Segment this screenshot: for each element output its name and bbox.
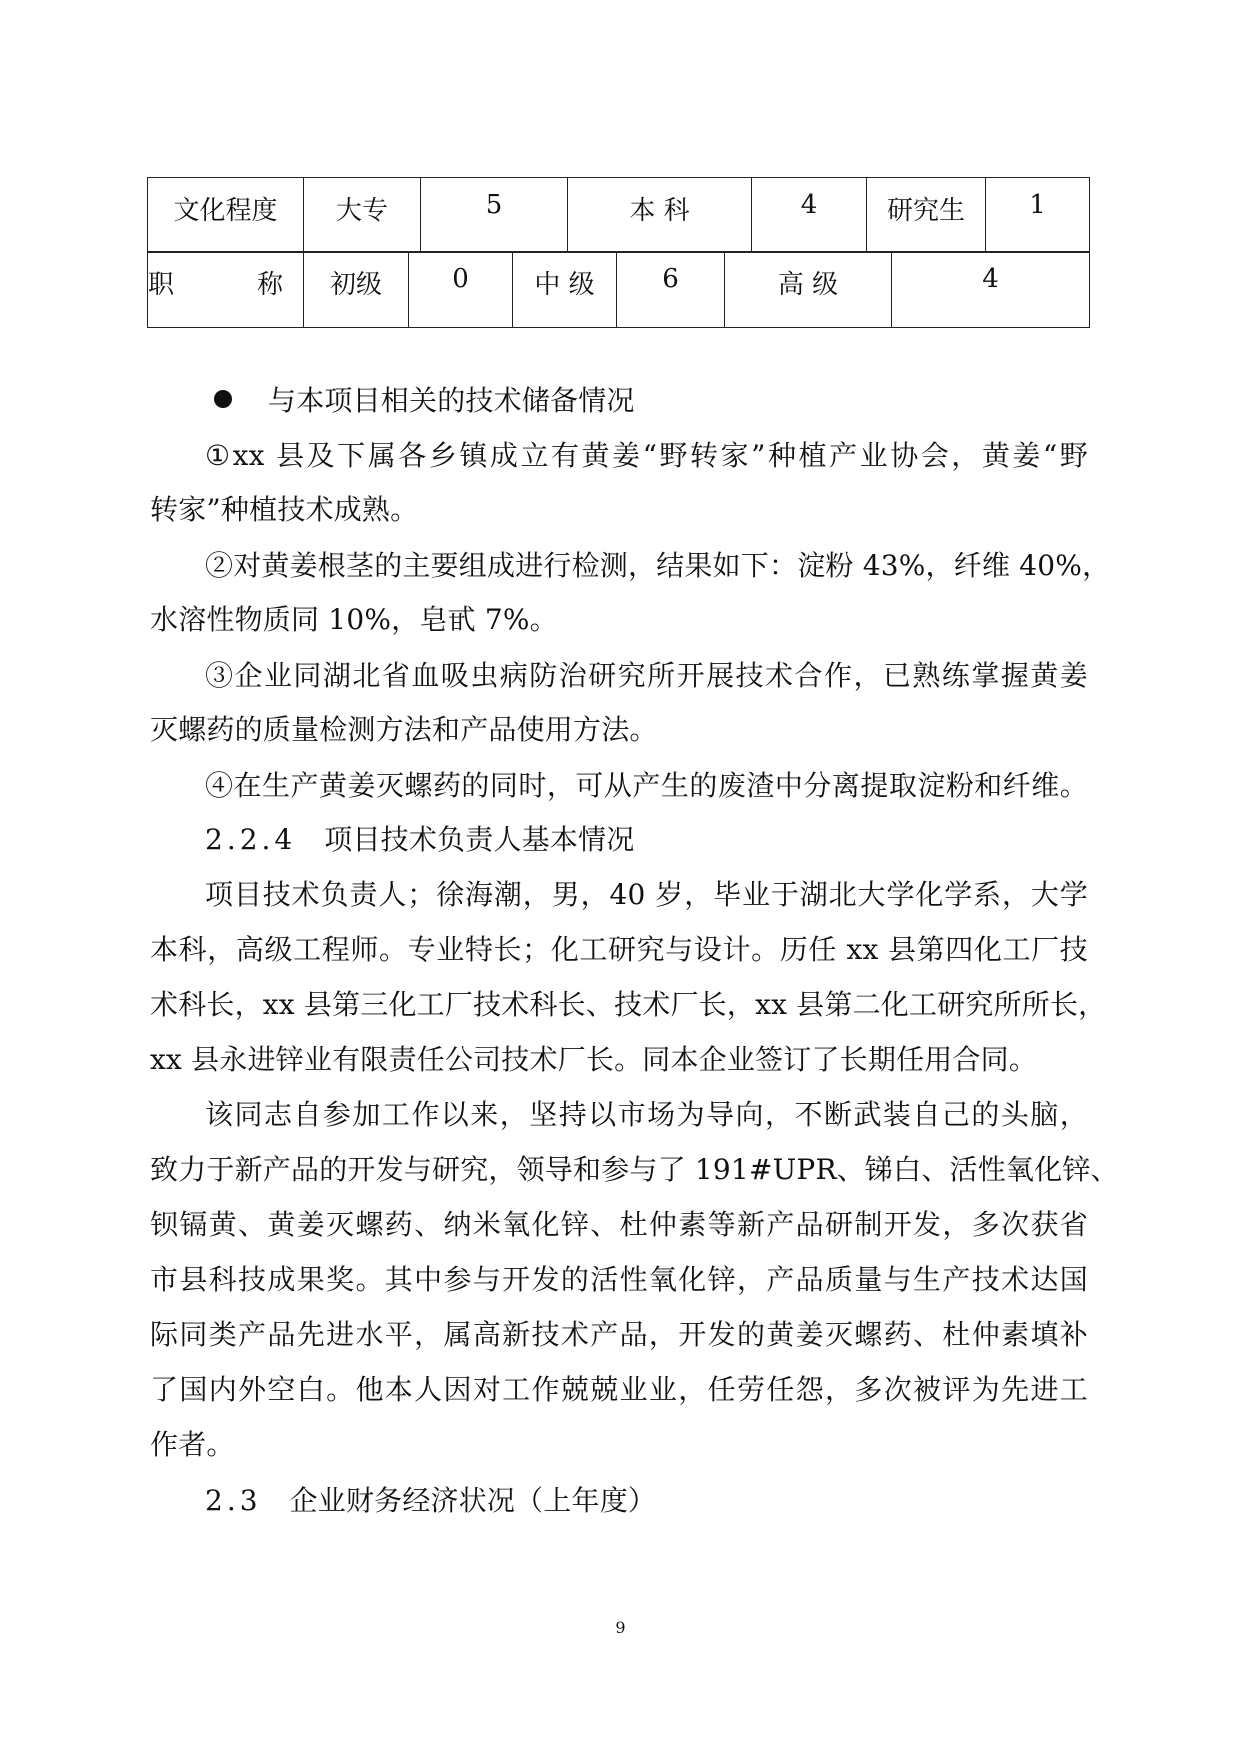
intermediate-title-count: 6 — [617, 252, 725, 328]
education-label: 文化程度 — [148, 178, 304, 253]
senior-title-count: 4 — [892, 252, 1090, 328]
paragraph-line: 转家”种植技术成熟。 — [150, 493, 419, 526]
paragraph-line: xx 县永进锌业有限责任公司技术厂长。同本企业签订了长期任用合同。 — [150, 1043, 1038, 1076]
junior-title-count: 0 — [409, 252, 513, 328]
bullet-icon — [214, 390, 232, 408]
section-heading-2-2-4 — [205, 820, 634, 860]
section-title: 项目技术负责人基本情况 — [324, 823, 635, 856]
title-label — [148, 252, 304, 328]
paragraph-line: 术科长，xx 县第三化工厂技术科长、技术厂长，xx 县第二化工研究所所长， — [150, 988, 1107, 1021]
junior-title-label: 初级 — [304, 252, 409, 328]
intermediate-title-label: 中 级 — [513, 252, 617, 328]
section-number: 2.2.4 — [205, 823, 297, 856]
paragraph-line: ④在生产黄姜灭螺药的同时，可从产生的废渣中分离提取淀粉和纤维。 — [205, 769, 1088, 802]
section-heading-2-3 — [205, 1481, 656, 1521]
paragraph-line: 灭螺药的质量检测方法和产品使用方法。 — [150, 713, 658, 746]
section-title: 企业财务经济状况（上年度） — [289, 1484, 657, 1517]
paragraph-line: 了国内外空白。他本人因对工作兢兢业业，任劳任怨，多次被评为先进工 — [150, 1373, 1088, 1406]
table-row — [148, 178, 1090, 253]
junior-college-count: 5 — [421, 178, 568, 253]
postgraduate-label: 研究生 — [867, 178, 986, 253]
section-number: 2.3 — [205, 1484, 262, 1517]
table-row — [148, 252, 1090, 328]
paragraph-line: ③企业同湖北省血吸虫病防治研究所开展技术合作，已熟练掌握黄姜 — [205, 659, 1088, 692]
paragraph-line: 际同类产品先进水平，属高新技术产品，开发的黄姜灭螺药、杜仲素填补 — [150, 1318, 1088, 1351]
paragraph-line: ②对黄姜根茎的主要组成进行检测，结果如下：淀粉 43%，纤维 40%， — [205, 549, 1111, 582]
postgraduate-count: 1 — [986, 178, 1090, 253]
paragraph-line: 作者。 — [150, 1428, 235, 1461]
paragraph-line: 水溶性物质同 10%，皂甙 7%。 — [150, 603, 558, 636]
paragraph-line: 项目技术负责人；徐海潮，男，40 岁，毕业于湖北大学化学系，大学 — [205, 878, 1088, 911]
paragraph-line: 本科，高级工程师。专业特长；化工研究与设计。历任 xx 县第四化工厂技 — [150, 933, 1088, 966]
professional-title-table — [147, 251, 1090, 328]
bachelor-count: 4 — [752, 178, 867, 253]
paragraph-line: 市县科技成果奖。其中参与开发的活性氧化锌，产品质量与生产技术达国 — [150, 1263, 1088, 1296]
junior-college-label: 大专 — [304, 178, 421, 253]
paragraph-line: 致力于新产品的开发与研究，领导和参与了 191#UPR、锑白、活性氧化锌、 — [150, 1153, 1119, 1186]
tech-reserve-heading-text: 与本项目相关的技术储备情况 — [268, 384, 635, 417]
title-label-left: 职 — [148, 270, 175, 300]
education-level-table — [147, 177, 1090, 253]
tech-reserve-heading — [214, 381, 635, 421]
paragraph-line: 该同志自参加工作以来，坚持以市场为导向，不断武装自己的头脑， — [205, 1098, 1088, 1131]
bachelor-label: 本 科 — [568, 178, 752, 253]
senior-title-label: 高 级 — [725, 252, 892, 328]
paragraph-line: 钡镉黄、黄姜灭螺药、纳米氧化锌、杜仲素等新产品研制开发，多次获省 — [150, 1208, 1088, 1241]
title-label-right: 称 — [256, 270, 283, 300]
page-number: 9 — [615, 1618, 626, 1637]
paragraph-line: ①xx 县及下属各乡镇成立有黄姜“野转家”种植产业协会，黄姜“野 — [205, 439, 1088, 472]
